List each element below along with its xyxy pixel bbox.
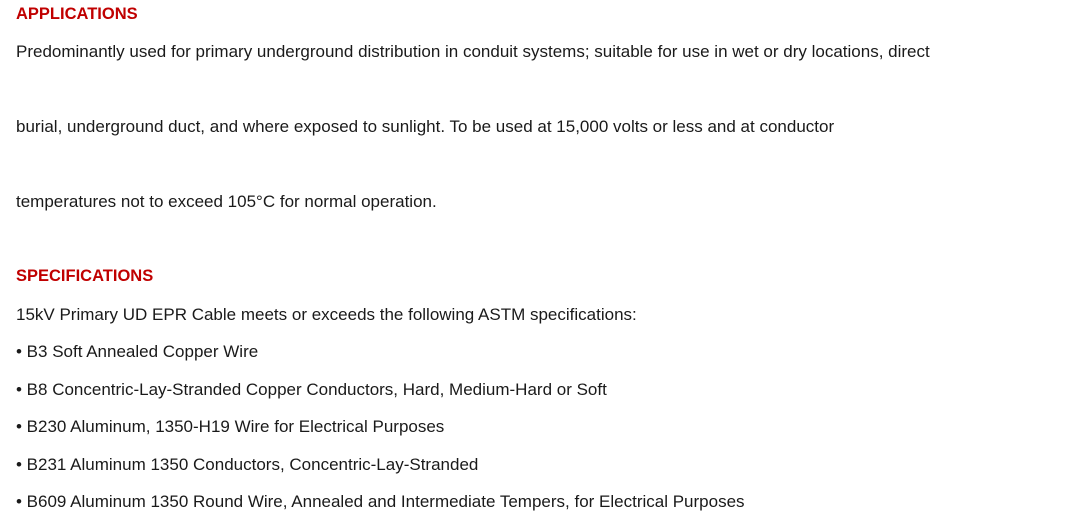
specifications-intro: 15kV Primary UD EPR Cable meets or exceeds the following ASTM specifications:	[16, 305, 637, 324]
applications-line-2: burial, underground duct, and where exposed to sunlight. To be used at 15,000 volts or less and at conductor	[16, 117, 835, 136]
applications-line-3: temperatures not to exceed 105°C for normal operation.	[16, 192, 437, 211]
applications-heading: APPLICATIONS	[16, 5, 138, 23]
spec-list-item: • B8 Concentric-Lay-Stranded Copper Conductors, Hard, Medium-Hard or Soft	[16, 380, 607, 399]
spec-list-item: • B609 Aluminum 1350 Round Wire, Annealed and Intermediate Tempers, for Electrical Purposes	[16, 492, 745, 511]
spec-list-item: • B3 Soft Annealed Copper Wire	[16, 342, 259, 361]
specifications-heading: SPECIFICATIONS	[16, 267, 154, 285]
spec-list-item: • B231 Aluminum 1350 Conductors, Concentric-Lay-Stranded	[16, 455, 479, 474]
spec-list-item: • B230 Aluminum, 1350-H19 Wire for Electrical Purposes	[16, 417, 445, 436]
applications-line-1: Predominantly used for primary underground distribution in conduit systems; suitable for use in wet or dry locations, direct	[16, 42, 930, 61]
